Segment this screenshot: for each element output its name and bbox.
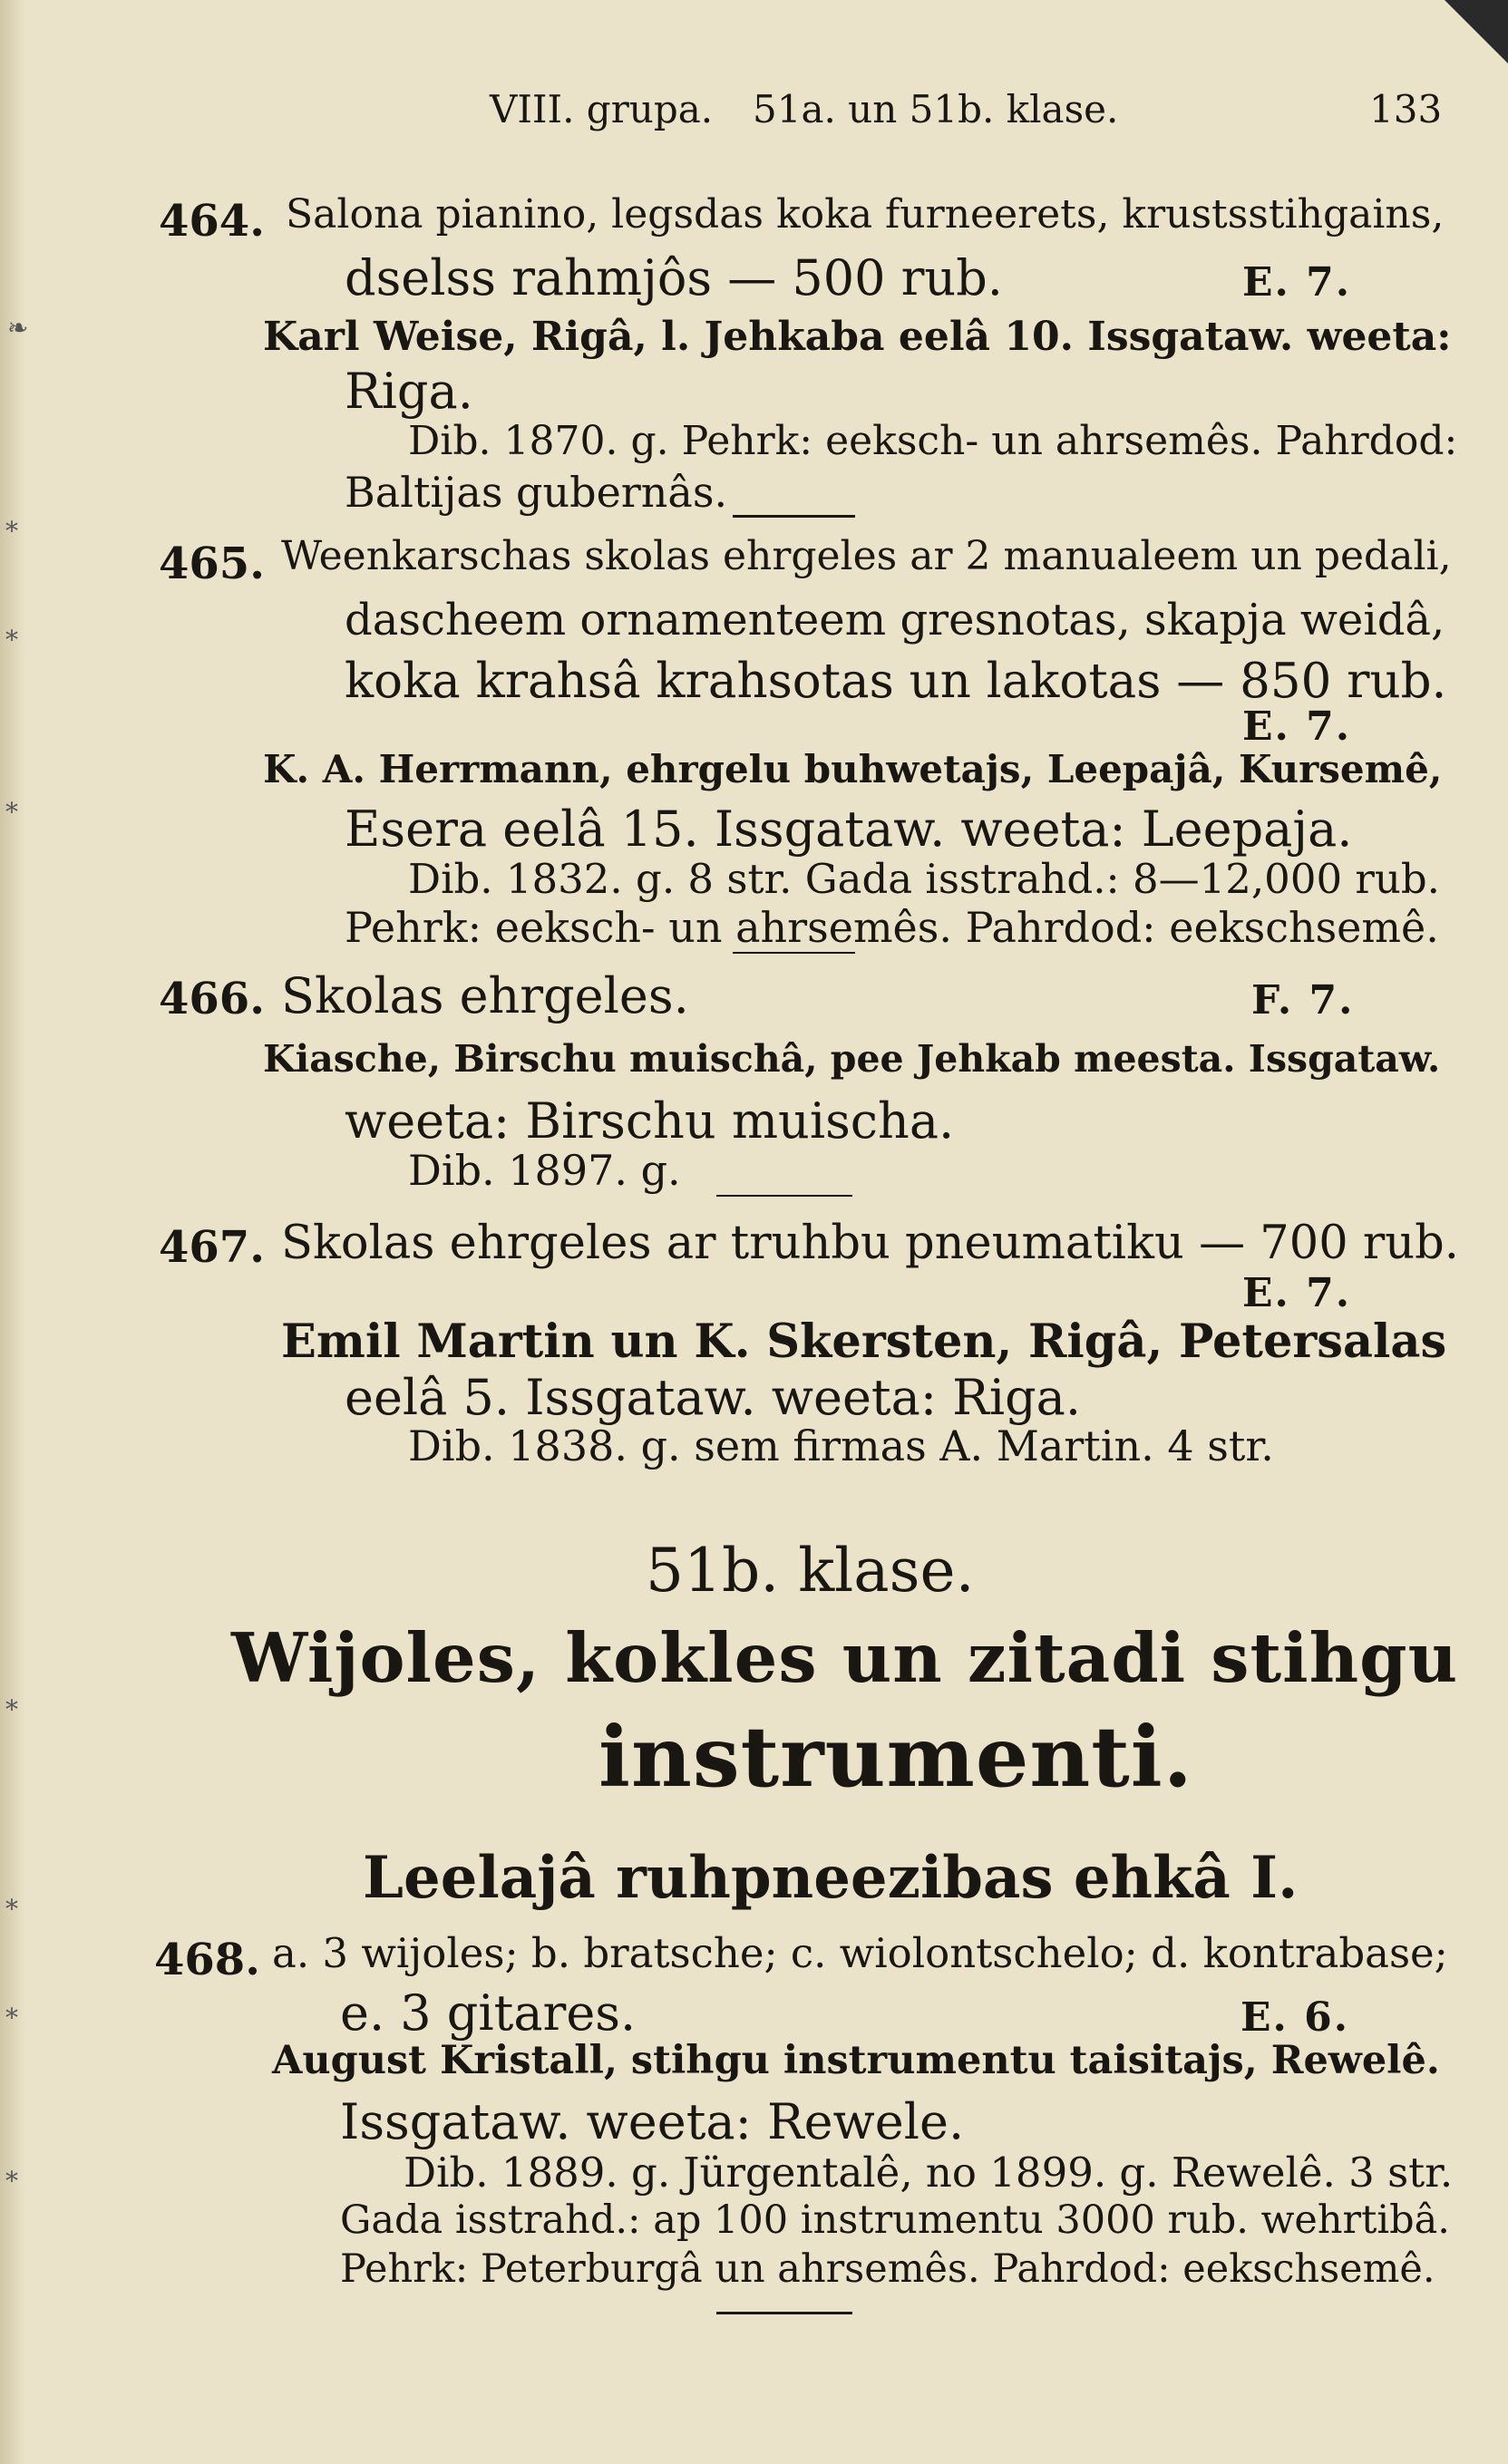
entry-text-line: dascheem ornamenteem gresnotas, skapja weidâ, xyxy=(345,595,1445,645)
details-line: Dib. 1889. g. Jürgentalê, no 1899. g. Rewelê. 3 str. xyxy=(404,2149,1454,2197)
section-title: Wijoles, kokles un zitadi stihgu xyxy=(231,1618,1459,1698)
entry-text-line: Weenkarschas skolas ehrgeles ar 2 manualeem un pedali, xyxy=(281,533,1452,579)
entry-divider xyxy=(733,515,855,518)
entry-text-line: koka krahsâ krahsotas un lakotas — 850 rub. xyxy=(345,654,1447,709)
details-line: Pehrk: eeksch- un ahrsemês. Pahrdod: eekschsemê. xyxy=(345,903,1439,952)
details-line: Pehrk: Peterburgâ un ahrsemês. Pahrdod: eekschsemê. xyxy=(340,2246,1435,2292)
details-line: Gada isstrahd.: ap 100 instrumentu 3000 rub. wehrtibâ. xyxy=(340,2197,1450,2243)
subsection-title: Leelajâ ruhpneezibas ehkâ I. xyxy=(363,1844,1299,1912)
exhibitor-line: August Kristall, stihgu instrumentu taisitajs, Rewelê. xyxy=(272,2038,1440,2083)
exhibitor-line: Kiasche, Birschu muischâ, pee Jehkab meesta. Issgataw. xyxy=(263,1037,1441,1081)
exhibitor-line: Riga. xyxy=(345,363,473,420)
details-line: Baltijas gubernâs. xyxy=(345,468,728,517)
entry-number: 464. xyxy=(159,196,265,247)
section-heading: 51b. klase. xyxy=(646,1536,975,1605)
margin-speck: ⁎ xyxy=(5,508,18,538)
location-mark: E. 7. xyxy=(1242,703,1352,750)
location-mark: E. 7. xyxy=(1242,1270,1352,1316)
exhibitor-line: Emil Martin un K. Skersten, Rigâ, Petersalas xyxy=(281,1314,1447,1369)
details-line: Dib. 1838. g. sem firmas A. Martin. 4 str. xyxy=(408,1421,1274,1470)
location-mark: E. 6. xyxy=(1240,1994,1350,2041)
entry-number: 468. xyxy=(154,1935,260,1985)
entry-text-line: Skolas ehrgeles. xyxy=(281,967,689,1024)
page-edge-shadow xyxy=(0,0,25,2464)
exhibitor-line: eelâ 5. Issgataw. weeta: Riga. xyxy=(345,1369,1082,1426)
location-mark: F. 7. xyxy=(1251,977,1355,1023)
entry-text-line: dselss rahmjôs — 500 rub. xyxy=(345,249,1003,306)
exhibitor-line: Issgataw. weeta: Rewele. xyxy=(340,2093,965,2150)
section-title: instrumenti. xyxy=(598,1708,1193,1806)
entry-divider xyxy=(733,952,855,954)
details-line: Dib. 1870. g. Pehrk: eeksch- un ahrsemês. Pahrdod: xyxy=(408,418,1458,464)
page-corner xyxy=(1445,0,1508,63)
exhibitor-line: Karl Weise, Rigâ, l. Jehkaba eelâ 10. Issgataw. weeta: xyxy=(263,314,1452,360)
margin-speck: ❧ xyxy=(7,313,29,343)
details-line: Dib. 1897. g. xyxy=(408,1146,681,1195)
entry-text-line: a. 3 wijoles; b. bratsche; c. wiolontschelo; d. kontrabase; xyxy=(272,1929,1448,1977)
header-class: 51a. un 51b. klase. xyxy=(753,87,1119,131)
margin-speck: ⁎ xyxy=(5,2158,18,2188)
entry-text-line: Skolas ehrgeles ar truhbu pneumatiku — 700 rub. xyxy=(281,1217,1459,1270)
header-group: VIII. grupa. xyxy=(490,87,714,131)
entry-number: 467. xyxy=(159,1222,265,1273)
entry-text-line: e. 3 gitares. xyxy=(340,1984,637,2042)
exhibitor-line: Esera eelâ 15. Issgataw. weeta: Leepaja. xyxy=(345,800,1353,858)
page-number: 133 xyxy=(1369,87,1443,131)
margin-speck: ⁎ xyxy=(5,1886,18,1916)
entry-number: 465. xyxy=(159,538,265,589)
exhibitor-line: K. A. Herrmann, ehrgelu buhwetajs, Leepajâ, Kursemê, xyxy=(263,747,1443,791)
margin-speck: ⁎ xyxy=(5,1686,18,1716)
location-mark: E. 7. xyxy=(1242,259,1352,306)
entry-divider xyxy=(716,1195,852,1197)
exhibitor-line: weeta: Birschu muischa. xyxy=(345,1092,955,1150)
details-line: Dib. 1832. g. 8 str. Gada isstrahd.: 8—12,000 rub. xyxy=(408,855,1440,903)
entry-text-line: Salona pianino, legsdas koka furneerets, krustsstihgains, xyxy=(286,191,1445,238)
margin-speck: ⁎ xyxy=(5,789,18,819)
entry-number: 466. xyxy=(159,974,265,1024)
margin-speck: ⁎ xyxy=(5,1994,18,2024)
margin-speck: ⁎ xyxy=(5,616,18,646)
entry-divider xyxy=(716,2312,852,2314)
